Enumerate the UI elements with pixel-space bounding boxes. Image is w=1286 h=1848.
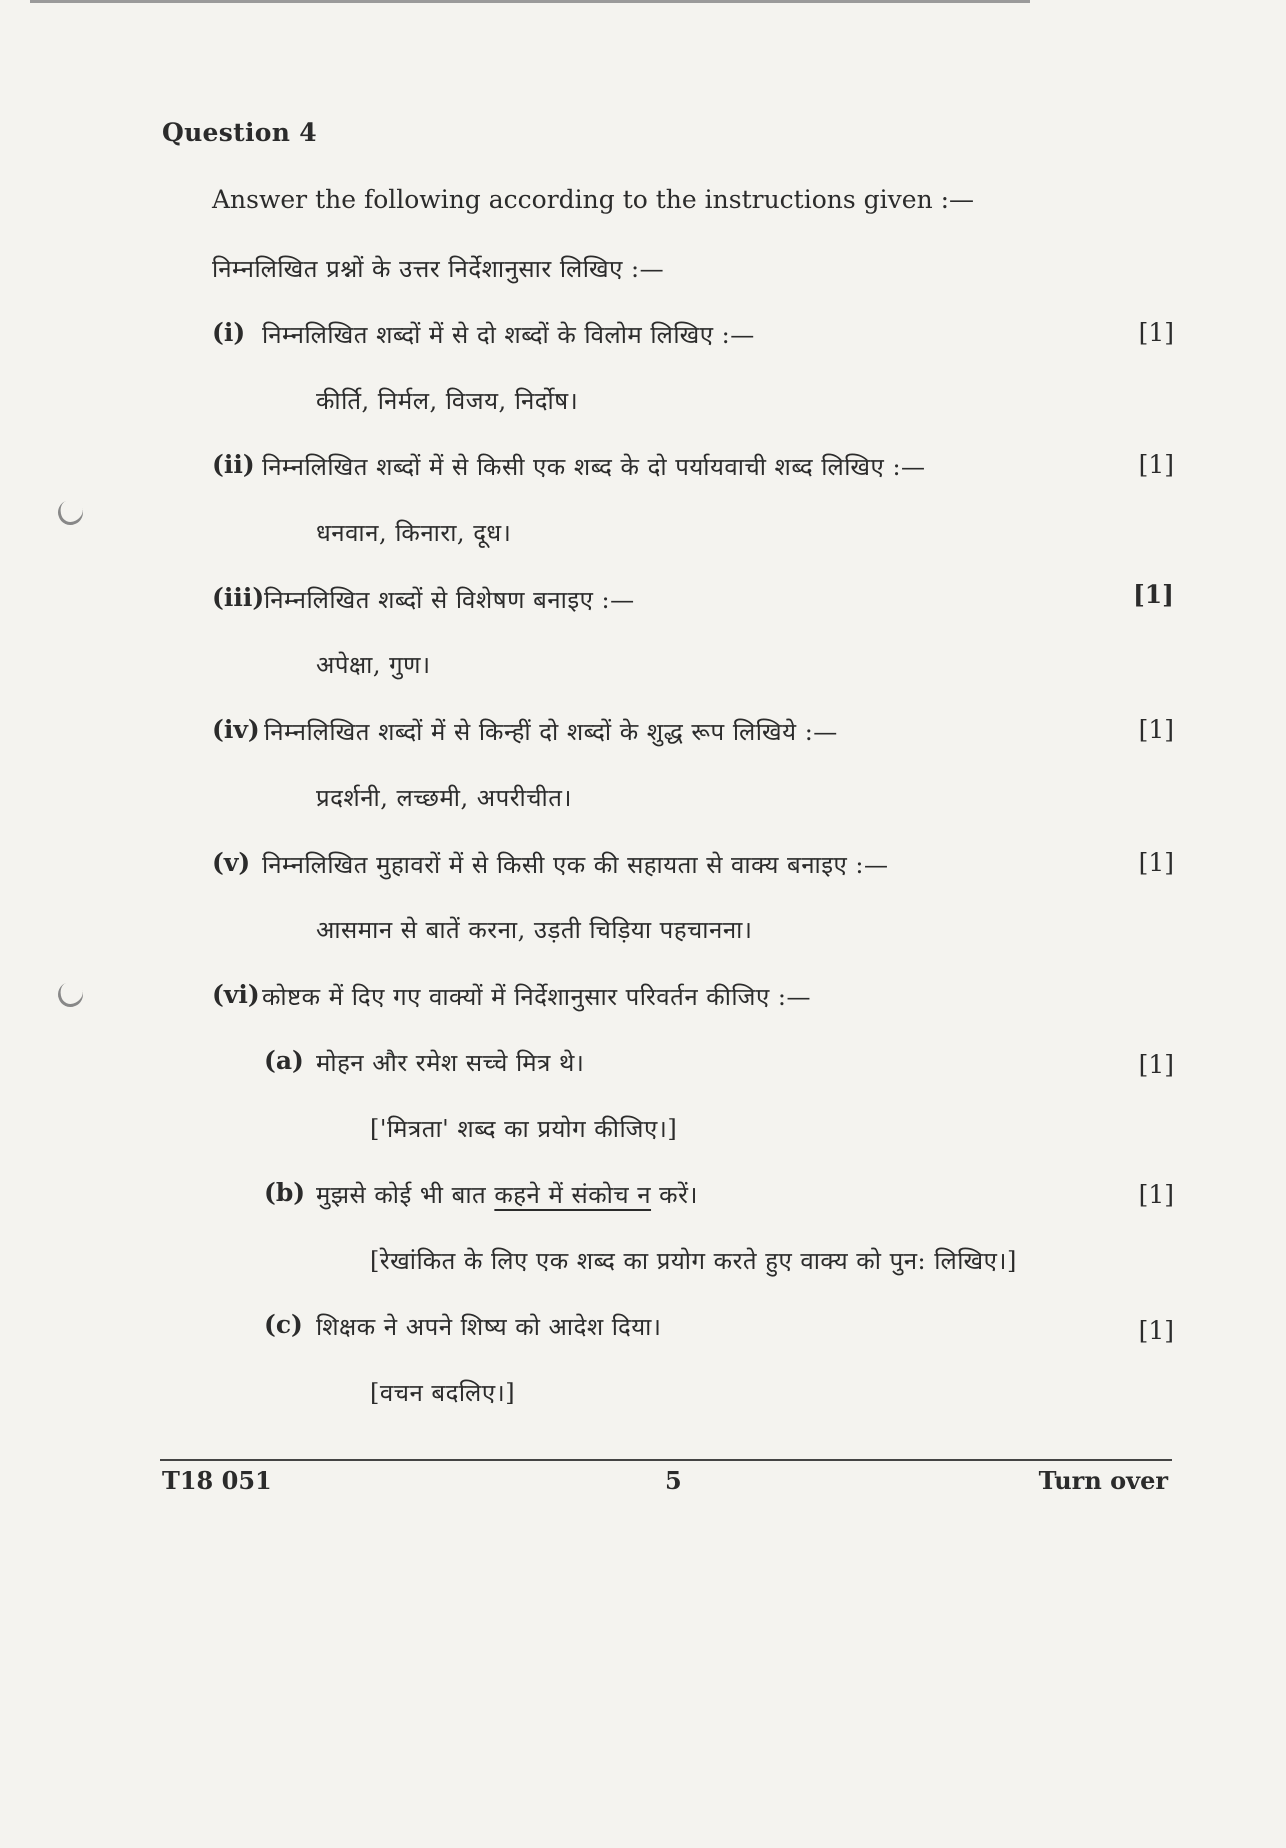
part-v-mark: [1] (1138, 848, 1174, 877)
part-i-mark: [1] (1138, 318, 1174, 347)
paper-code: T18 051 (162, 1466, 272, 1495)
part-iii-mark: [1] (1132, 580, 1174, 609)
part-iii-number: (iii) (212, 583, 265, 612)
part-ii-text: निम्नलिखित शब्दों में से किसी एक शब्द के दो पर्यायवाची शब्द लिखिए :— (262, 453, 926, 481)
part-vi-text: कोष्टक में दिए गए वाक्यों में निर्देशानुसार परिवर्तन कीजिए :— (262, 983, 811, 1011)
part-vi-b-mark: [1] (1138, 1180, 1174, 1209)
part-vi-b-underlined: कहने में संकोच न (494, 1181, 652, 1209)
part-i-number: (i) (212, 318, 246, 347)
punch-hole-mark (54, 978, 86, 1010)
part-vi-b-text (316, 1178, 698, 1211)
part-iv-number: (iv) (212, 715, 260, 744)
part-ii-mark: [1] (1138, 450, 1174, 479)
part-i-words: कीर्ति, निर्मल, विजय, निर्दोष। (316, 387, 579, 415)
part-iii-words: अपेक्षा, गुण। (316, 651, 431, 679)
part-v-idioms: आसमान से बातें करना, उड़ती चिड़िया पहचानना। (316, 916, 753, 944)
intro-hindi: निम्नलिखित प्रश्नों के उत्तर निर्देशानुसार लिखिए :— (212, 255, 665, 283)
part-vi-c-instruction: [वचन बदलिए।] (370, 1379, 516, 1407)
punch-hole-mark (54, 496, 86, 528)
turn-over-note: Turn over (1038, 1466, 1168, 1495)
part-vi-c-mark: [1] (1138, 1316, 1174, 1345)
intro-english: Answer the following according to the instructions given :— (212, 185, 975, 214)
part-iv-words: प्रदर्शनी, लच्छमी, अपरीचीत। (316, 784, 572, 812)
part-vi-b-instruction: [रेखांकित के लिए एक शब्द का प्रयोग करते हुए वाक्य को पुन: लिखिए।] (370, 1247, 1017, 1275)
part-vi-a-number: (a) (264, 1046, 304, 1075)
page-number: 5 (665, 1466, 682, 1495)
part-i-text: निम्नलिखित शब्दों में से दो शब्दों के विलोम लिखिए :— (262, 321, 755, 349)
part-vi-number: (vi) (212, 980, 260, 1009)
part-v-text: निम्नलिखित मुहावरों में से किसी एक की सहायता से वाक्य बनाइए :— (262, 851, 889, 879)
part-iv-mark: [1] (1138, 715, 1174, 744)
part-iii-text: निम्नलिखित शब्दों से विशेषण बनाइए :— (264, 586, 635, 614)
part-vi-a-mark: [1] (1138, 1050, 1174, 1079)
footer-rule (160, 1459, 1172, 1461)
part-iv-text: निम्नलिखित शब्दों में से किन्हीं दो शब्दों के शुद्ध रूप लिखिये :— (264, 718, 838, 746)
part-ii-words: धनवान, किनारा, दूध। (316, 519, 512, 547)
part-vi-a-text: मोहन और रमेश सच्चे मित्र थे। (316, 1049, 585, 1077)
part-vi-b-number: (b) (264, 1178, 306, 1207)
scan-edge (30, 0, 1030, 3)
part-v-number: (v) (212, 848, 251, 877)
part-vi-b-text-start: मुझसे कोई भी बात (316, 1181, 495, 1209)
part-vi-b-text-end: करें। (651, 1181, 699, 1209)
part-vi-a-instruction: ['मित्रता' शब्द का प्रयोग कीजिए।] (370, 1115, 678, 1143)
question-title: Question 4 (162, 118, 317, 147)
part-vi-c-number: (c) (264, 1310, 303, 1339)
part-ii-number: (ii) (212, 450, 255, 479)
part-vi-c-text: शिक्षक ने अपने शिष्य को आदेश दिया। (316, 1313, 662, 1341)
